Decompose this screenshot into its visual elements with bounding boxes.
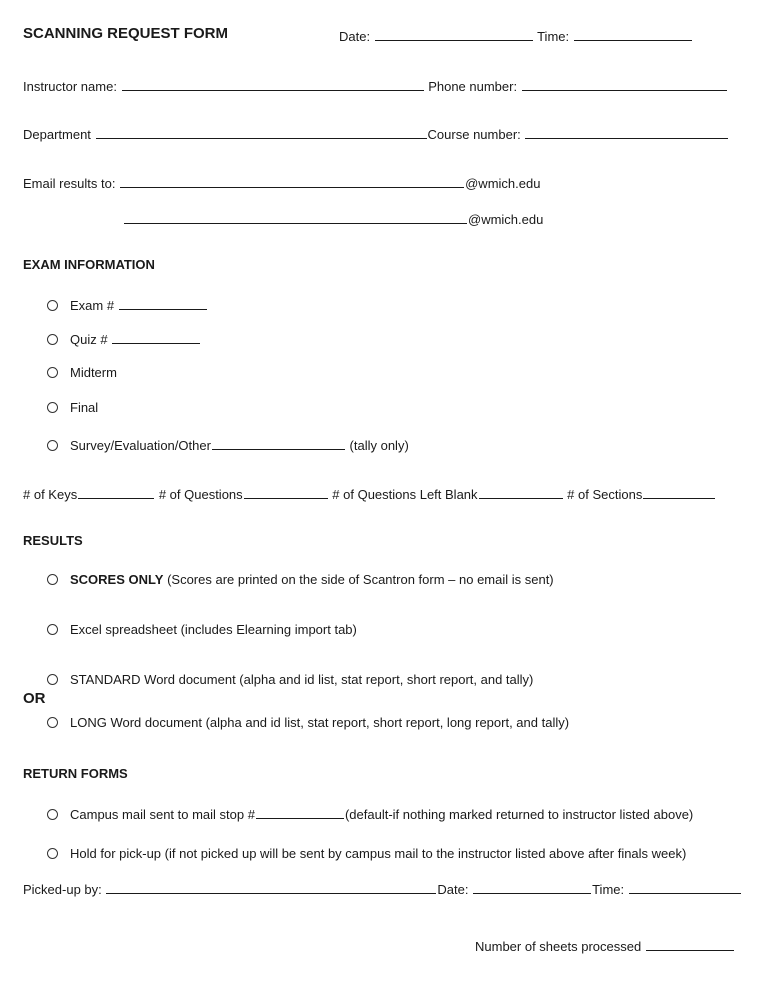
- department-label: Department: [23, 127, 91, 142]
- sheets-processed-row: [475, 937, 735, 955]
- questions-label: # of Questions: [158, 487, 243, 502]
- sections-label: # of Sections: [567, 487, 643, 502]
- pickup-time-field[interactable]: [629, 880, 741, 894]
- counts-row: [23, 485, 716, 503]
- email-label: Email results to:: [23, 176, 116, 191]
- department-field[interactable]: [96, 125, 427, 139]
- return-forms-heading: RETURN FORMS: [23, 766, 128, 781]
- questions-field[interactable]: [244, 485, 328, 499]
- email-domain-2: @wmich.edu: [468, 212, 544, 227]
- return-option-hold[interactable]: [47, 846, 686, 862]
- radio-circle-icon[interactable]: [47, 300, 58, 311]
- phone-label: Phone number:: [428, 79, 518, 94]
- scores-only-description: (Scores are printed on the side of Scantron form – no email is sent): [167, 572, 554, 587]
- exam-option-midterm[interactable]: [47, 365, 117, 381]
- course-number-field[interactable]: [525, 125, 728, 139]
- result-option-scores-only[interactable]: [47, 572, 554, 588]
- mail-stop-field[interactable]: [256, 805, 344, 819]
- instructor-name-label: Instructor name:: [23, 79, 117, 94]
- sheets-processed-label: Number of sheets processed: [475, 939, 642, 954]
- email-row-2: [123, 210, 543, 228]
- result-option-excel[interactable]: [47, 622, 357, 638]
- instructor-name-field[interactable]: [122, 77, 424, 91]
- exam-number-field[interactable]: [119, 296, 207, 310]
- header-date-row: [339, 27, 693, 45]
- exam-info-heading: EXAM INFORMATION: [23, 257, 155, 272]
- questions-blank-field[interactable]: [479, 485, 563, 499]
- scores-only-label: SCORES ONLY: [70, 572, 164, 587]
- sheets-processed-field[interactable]: [646, 937, 734, 951]
- standard-word-option-label: STANDARD Word document (alpha and id list, stat report, short report, and tally): [70, 672, 534, 687]
- keys-label: # of Keys: [23, 487, 78, 502]
- picked-up-by-field[interactable]: [106, 880, 436, 894]
- pickup-date-label: Date:: [437, 882, 469, 897]
- time-label: Time:: [537, 29, 570, 44]
- exam-option-label: Exam #: [70, 298, 115, 313]
- radio-circle-icon[interactable]: [47, 334, 58, 345]
- tally-only-note: (tally only): [349, 438, 409, 453]
- campus-mail-label: Campus mail sent to mail stop #: [70, 807, 255, 822]
- pickup-time-label: Time:: [592, 882, 625, 897]
- exam-option-exam[interactable]: [47, 296, 208, 314]
- survey-other-field[interactable]: [212, 436, 345, 450]
- excel-option-label: Excel spreadsheet (includes Elearning import tab): [70, 622, 357, 637]
- exam-option-survey[interactable]: [47, 436, 409, 454]
- email-domain-1: @wmich.edu: [465, 176, 541, 191]
- survey-option-label: Survey/Evaluation/Other: [70, 438, 211, 453]
- date-field[interactable]: [375, 27, 533, 41]
- quiz-option-label: Quiz #: [70, 332, 108, 347]
- radio-circle-icon[interactable]: [47, 848, 58, 859]
- keys-field[interactable]: [78, 485, 154, 499]
- pickup-date-field[interactable]: [473, 880, 591, 894]
- radio-circle-icon[interactable]: [47, 574, 58, 585]
- results-heading: RESULTS: [23, 533, 83, 548]
- pickup-row: [23, 880, 742, 898]
- email-row-1: [23, 174, 540, 192]
- result-option-standard-word[interactable]: [47, 672, 533, 688]
- instructor-row: [23, 77, 728, 95]
- radio-circle-icon[interactable]: [47, 717, 58, 728]
- date-label: Date:: [339, 29, 371, 44]
- final-option-label: Final: [70, 400, 99, 415]
- or-separator: OR: [23, 690, 46, 707]
- radio-circle-icon[interactable]: [47, 674, 58, 685]
- department-row: [23, 125, 729, 143]
- phone-field[interactable]: [522, 77, 727, 91]
- exam-option-quiz[interactable]: [47, 330, 201, 348]
- midterm-option-label: Midterm: [70, 365, 117, 380]
- form-title: SCANNING REQUEST FORM: [23, 25, 229, 42]
- result-option-long-word[interactable]: [47, 715, 569, 731]
- email-field-1[interactable]: [120, 174, 464, 188]
- long-word-option-label: LONG Word document (alpha and id list, stat report, short report, long report, and tally): [70, 715, 570, 730]
- sections-field[interactable]: [643, 485, 715, 499]
- radio-circle-icon[interactable]: [47, 624, 58, 635]
- radio-circle-icon[interactable]: [47, 367, 58, 378]
- radio-circle-icon[interactable]: [47, 402, 58, 413]
- radio-circle-icon[interactable]: [47, 809, 58, 820]
- radio-circle-icon[interactable]: [47, 440, 58, 451]
- picked-up-by-label: Picked-up by:: [23, 882, 102, 897]
- time-field[interactable]: [574, 27, 692, 41]
- course-number-label: Course number:: [427, 127, 521, 142]
- return-option-campus-mail[interactable]: [47, 805, 693, 823]
- questions-blank-label: # of Questions Left Blank: [332, 487, 478, 502]
- hold-for-pickup-label: Hold for pick-up (if not picked up will be sent by campus mail to the instructor listed above after finals week): [70, 846, 687, 861]
- exam-option-final[interactable]: [47, 400, 98, 416]
- email-field-2[interactable]: [124, 210, 467, 224]
- quiz-number-field[interactable]: [112, 330, 200, 344]
- campus-mail-note: (default-if nothing marked returned to instructor listed above): [344, 807, 694, 822]
